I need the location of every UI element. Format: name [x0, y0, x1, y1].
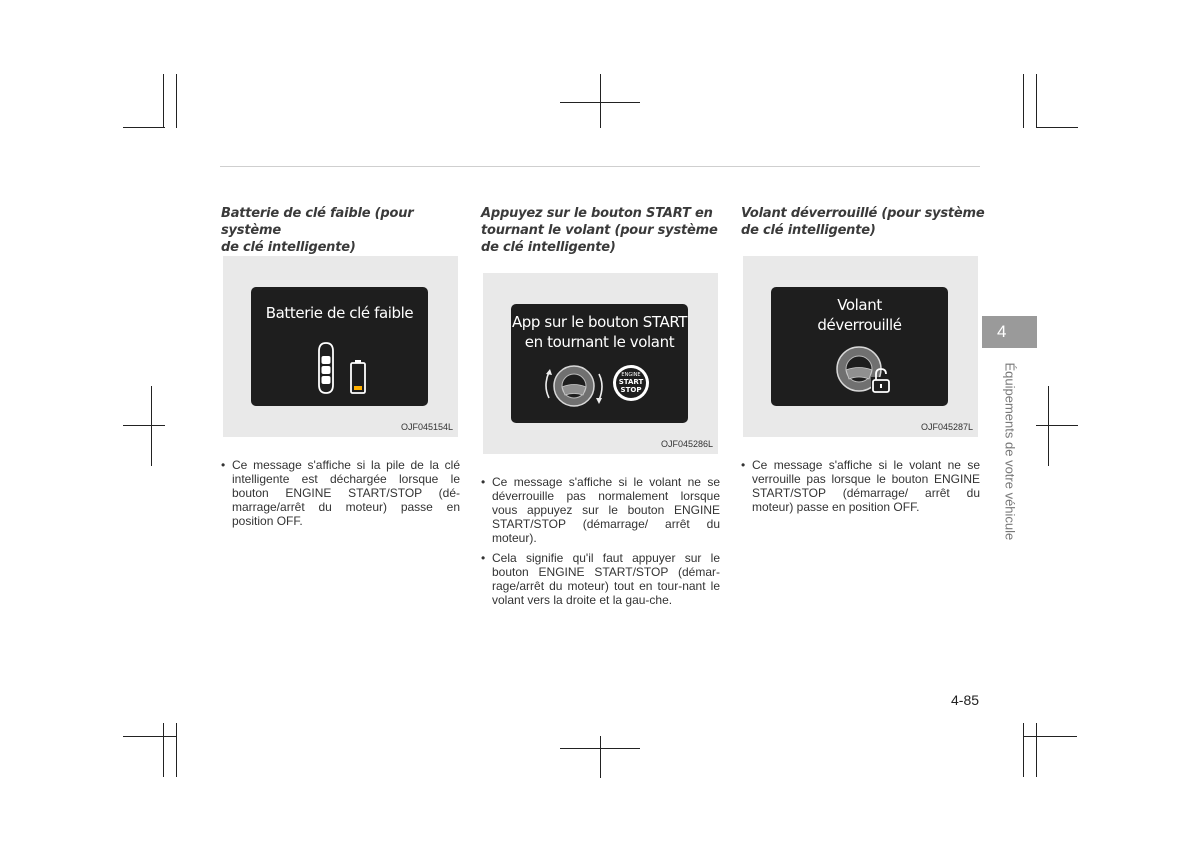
engine-label: ENGINE	[621, 372, 641, 378]
list-item: • Cela signifie qu'il faut appuyer sur le bouton ENGINE START/STOP (démar-rage/arrêt du moteur) tout en tour-nant le volant vers la droite et la gau-che.	[481, 551, 720, 607]
bullet-list	[481, 475, 720, 613]
heading-line: Volant déverrouillé (pour système	[741, 206, 985, 221]
heading-line: de clé intelligente)	[221, 240, 356, 255]
figure-wheel-unlocked	[743, 256, 978, 437]
list-item: • Ce message s'affiche si la pile de la clé intelligente est déchargée lorsque le bouton ENGINE START/STOP (dé-marrage/arrêt du moteur) passe en position OFF.	[221, 458, 460, 528]
stop-label: STOP	[620, 386, 642, 394]
list-item: • Ce message s'affiche si le volant ne se verrouille pas lorsque le bouton ENGINE START/STOP (démarrage/ arrêt du moteur) passe en position OFF.	[741, 458, 980, 514]
display-message: App sur le bouton START	[511, 313, 688, 331]
list-item: • Ce message s'affiche si le volant ne se déverrouille pas normalement lorsque vous appuyez sur le bouton ENGINE START/STOP (démarrage/ arrêt du moteur).	[481, 475, 720, 545]
section-heading-wheel-unlocked	[741, 205, 991, 239]
start-label: START	[618, 378, 644, 386]
display-message: Batterie de clé faible	[265, 304, 414, 322]
figure-code: OJF045287L	[920, 422, 973, 432]
steering-wheel-rotate-icon	[541, 358, 607, 414]
chapter-side-title	[1003, 362, 1017, 572]
heading-line: Appuyez sur le bouton START en	[481, 206, 713, 221]
heading-line: tournant le volant (pour système	[481, 223, 718, 238]
cluster-display	[511, 304, 688, 423]
bullet-list	[741, 458, 980, 520]
figure-low-key-battery	[223, 256, 458, 437]
cluster-display	[251, 287, 428, 406]
battery-icon	[349, 359, 367, 395]
figure-code: OJF045286L	[660, 439, 713, 449]
display-message: Volant	[837, 296, 882, 314]
section-heading-low-key-battery	[221, 205, 471, 256]
heading-line: de clé intelligente)	[481, 240, 616, 255]
figure-code: OJF045154L	[400, 422, 453, 432]
display-message: en tournant le volant	[524, 333, 675, 351]
heading-line: Batterie de clé faible (pour système	[221, 206, 414, 238]
cluster-display	[771, 287, 948, 406]
header-rule	[220, 166, 980, 167]
chapter-tab: 4	[982, 316, 1037, 348]
bullet-list	[221, 458, 460, 534]
section-heading-press-start	[481, 205, 731, 256]
heading-line: de clé intelligente)	[741, 223, 876, 238]
page-number: 4-85	[951, 692, 980, 708]
figure-press-start	[483, 273, 718, 454]
chapter-title-text: Équipements de votre véhicule	[1002, 362, 1018, 541]
engine-start-stop-button-icon	[613, 365, 649, 401]
unlock-icon	[871, 367, 893, 395]
display-message: déverrouillé	[817, 316, 902, 334]
